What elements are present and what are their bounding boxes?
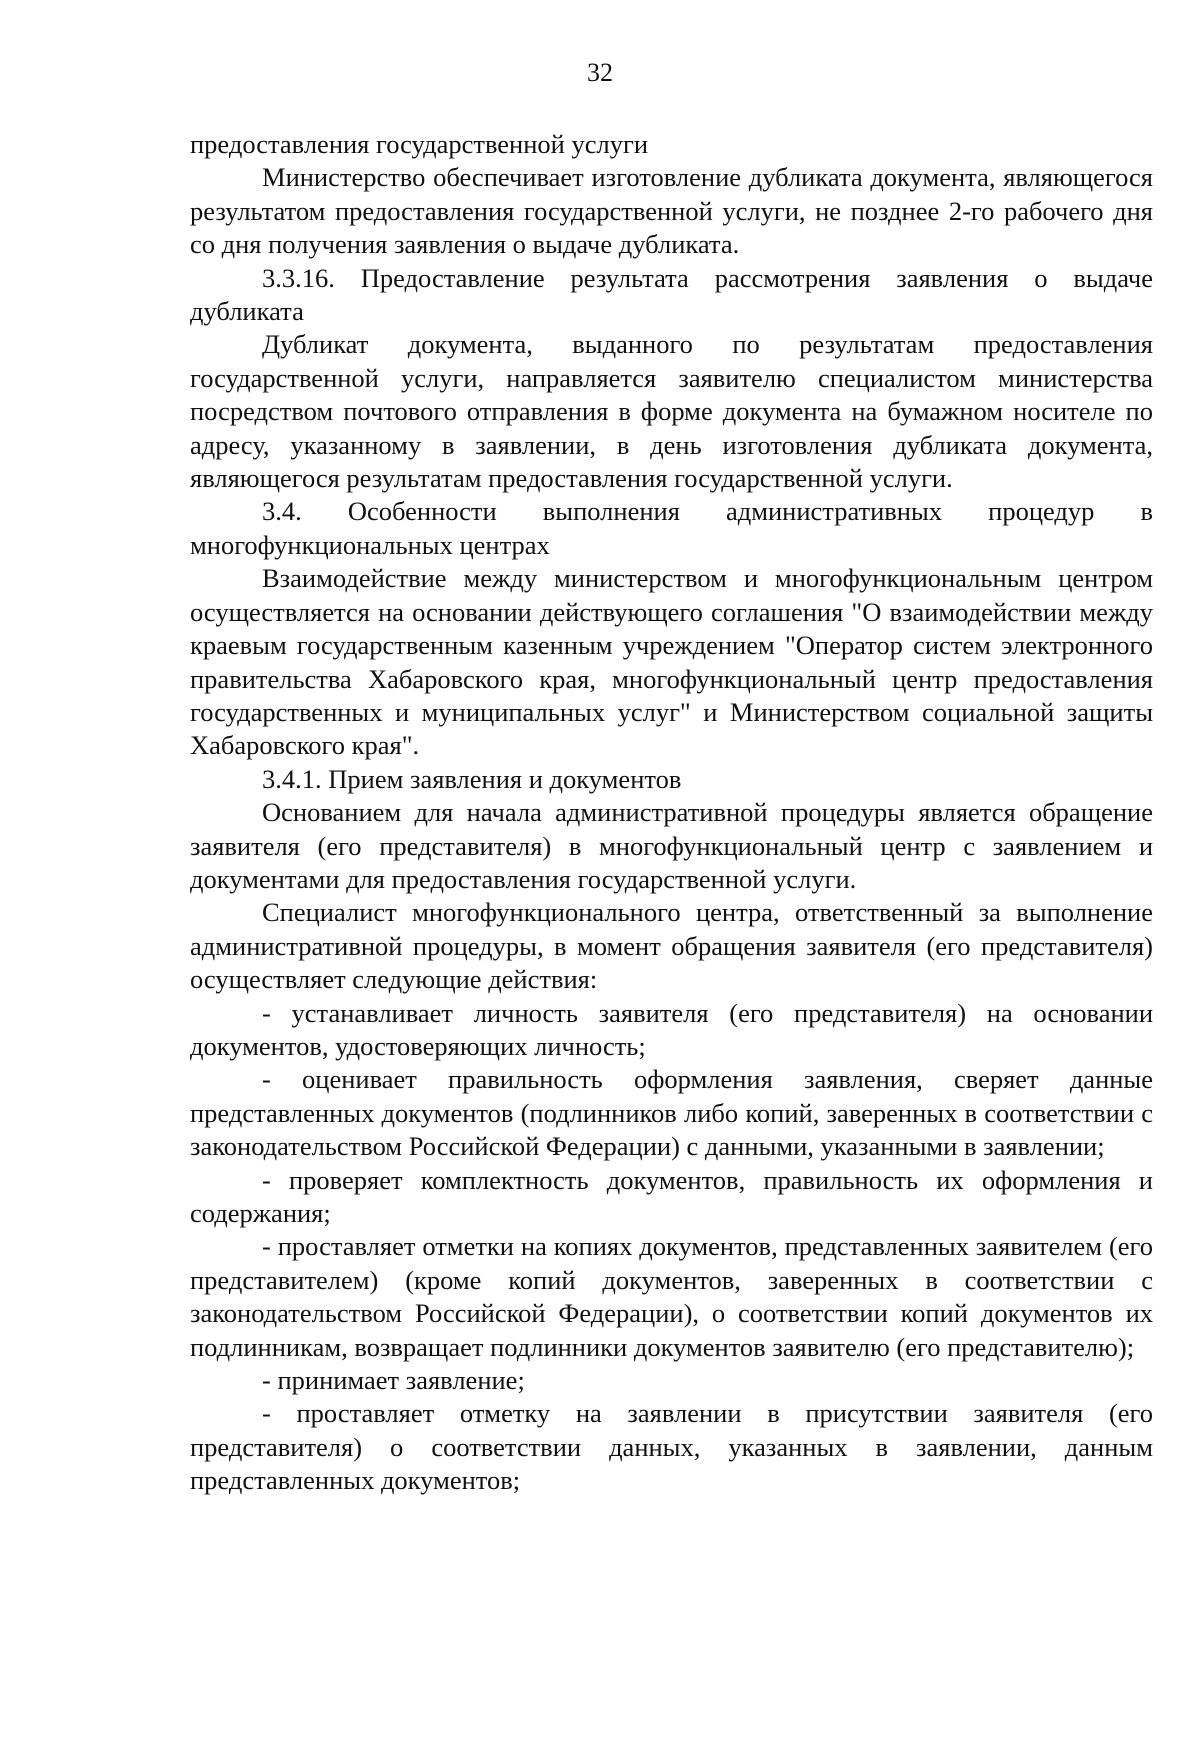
list-item: - принимает заявление;: [262, 1365, 525, 1396]
list-item: - проверяет комплектность документов, правильность их оформления и содержания;: [190, 1164, 1153, 1228]
list-item: - оценивает правильность оформления заявления, сверяет данные представленных документов (подлинников либо копий, заверенных в соответствии с законодательством Российской Федерации) с данными, указанными в заявлении;: [190, 1064, 1153, 1162]
list-item: - проставляет отметку на заявлении в присутствии заявителя (его представителя) о соответствии данных, указанных в заявлении, данным представленных документов;: [190, 1398, 1153, 1496]
list-item: - устанавливает личность заявителя (его представителя) на основании документов, удостоверяющих личность;: [190, 997, 1153, 1061]
page-number: 32: [587, 58, 613, 87]
section-heading: 3.4.1. Прием заявления и документов: [262, 763, 682, 794]
paragraph: Дубликат документа, выданного по результатам предоставления государственной услуги, направляется заявителю специалистом министерства посредством почтового отправления в форме документа на бумажном носителе по адресу, указанному в заявлении, в день изготовления дубликата документа, являющегося результатам предоставления государственной услуги.: [190, 329, 1153, 494]
list-item: - проставляет отметки на копиях документов, представленных заявителем (его представителем) (кроме копий документов, заверенных в соответствии с законодательством Российской Федерации), о соответствии копий документов их подлинникам, возвращает подлинники документов заявителю (его представителю);: [190, 1231, 1153, 1362]
paragraph: Специалист многофункционального центра, ответственный за выполнение административной процедуры, в момент обращения заявителя (его представителя) осуществляет следующие действия:: [190, 897, 1153, 995]
paragraph: Основанием для начала административной процедуры является обращение заявителя (его представителя) в многофункциональный центр с заявлением и документами для предоставления государственной услуги.: [190, 797, 1153, 894]
section-heading: 3.3.16. Предоставление результата рассмотрения заявления о выдаче дубликата: [190, 262, 1153, 327]
paragraph: предоставления государственной услуги: [190, 129, 649, 159]
paragraph: Взаимодействие между министерством и многофункциональным центром осуществляется на основании действующего соглашения "О взаимодействии между краевым государственным казенным учреждением "Оператор систем электронного правительства Хабаровского края, многофункциональный центр предоставления государственных и муниципальных услуг" и Министерством социальной защиты Хабаровского края".: [190, 563, 1153, 761]
section-heading: 3.4. Особенности выполнения административных процедур в многофункциональных центрах: [190, 496, 1153, 560]
paragraph: Министерство обеспечивает изготовление дубликата документа, являющегося результатом предоставления государственной услуги, не позднее 2-го рабочего дня со дня получения заявления о выдаче дубликата.: [190, 162, 1153, 260]
document-body: [190, 128, 1153, 1498]
